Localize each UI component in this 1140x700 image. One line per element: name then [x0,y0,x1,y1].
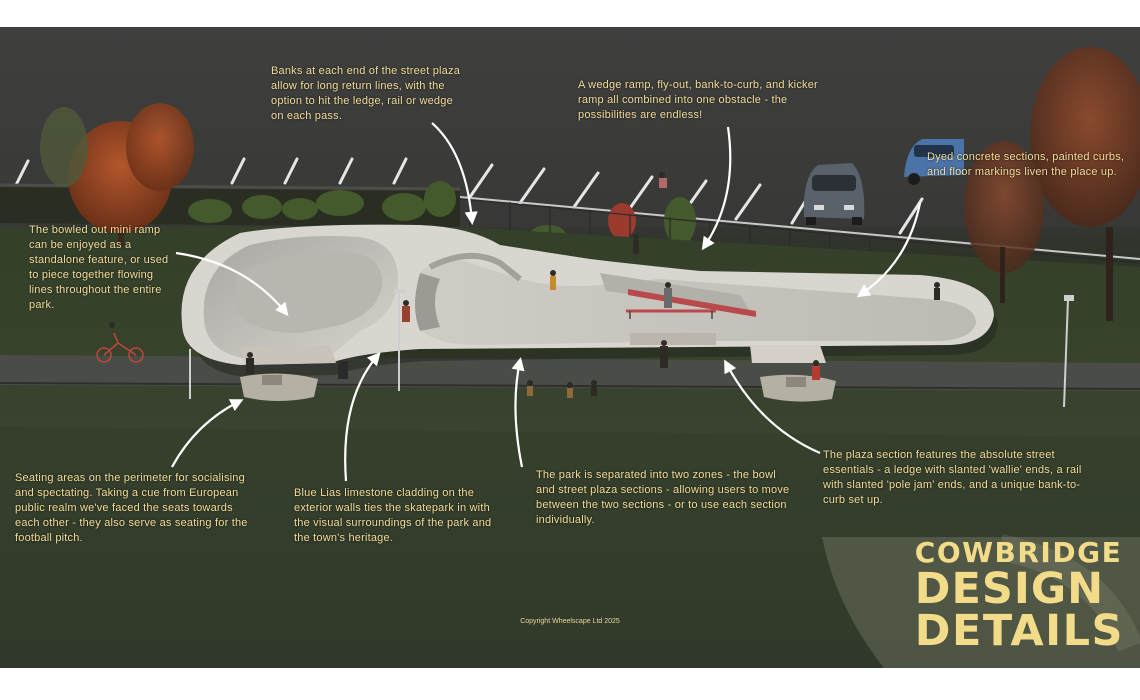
title-line-cowbridge: COWBRIDGE [914,536,1123,569]
render-frame [0,27,1140,668]
parked-car [804,163,864,225]
note-wedge: A wedge ramp, fly-out, bank-to-curb, and kicker ramp all combined into one obstacle - the possibilities are endless! [578,79,818,121]
note-limestone: Blue Lias limestone cladding on the exterior walls ties the skatepark in with the visual surroundings of the park and the town's heritage. [294,487,492,544]
note-banks: Banks at each end of the street plaza allow for long return lines, with the option to hit the ledge, rail or wedge on each pass. [271,65,461,122]
note-plaza: The plaza section features the absolute street essentials - a ledge with slanted 'wallie' ends, a rail with slanted 'pole jam' ends, and a unique bank-to-curb set up. [823,449,1082,506]
seating-left [240,373,318,401]
note-seating: Seating areas on the perimeter for socialising and spectating. Taking a cue from European public realm we've faced the seats towards each other - they also serve as seating for the football pitch. [15,472,248,544]
note-bowl: The bowled out mini ramp can be enjoyed as a standalone feature, or used to piece together flowing lines throughout the entire park. [29,224,169,311]
note-zones: The park is separated into two zones - the bowl and street plaza sections - allowing users to move between the two sections - or to use each section individually. [536,469,790,526]
title-line-details: DETAILS [914,606,1124,656]
title-line-design: DESIGN [914,564,1105,614]
copyright-text: Copyright Wheelscape Ltd 2025 [520,618,620,625]
seating-right [760,375,836,402]
title-logo [914,536,1124,656]
note-dyed: Dyed concrete sections, painted curbs, and floor markings liven the place up. [927,151,1125,178]
